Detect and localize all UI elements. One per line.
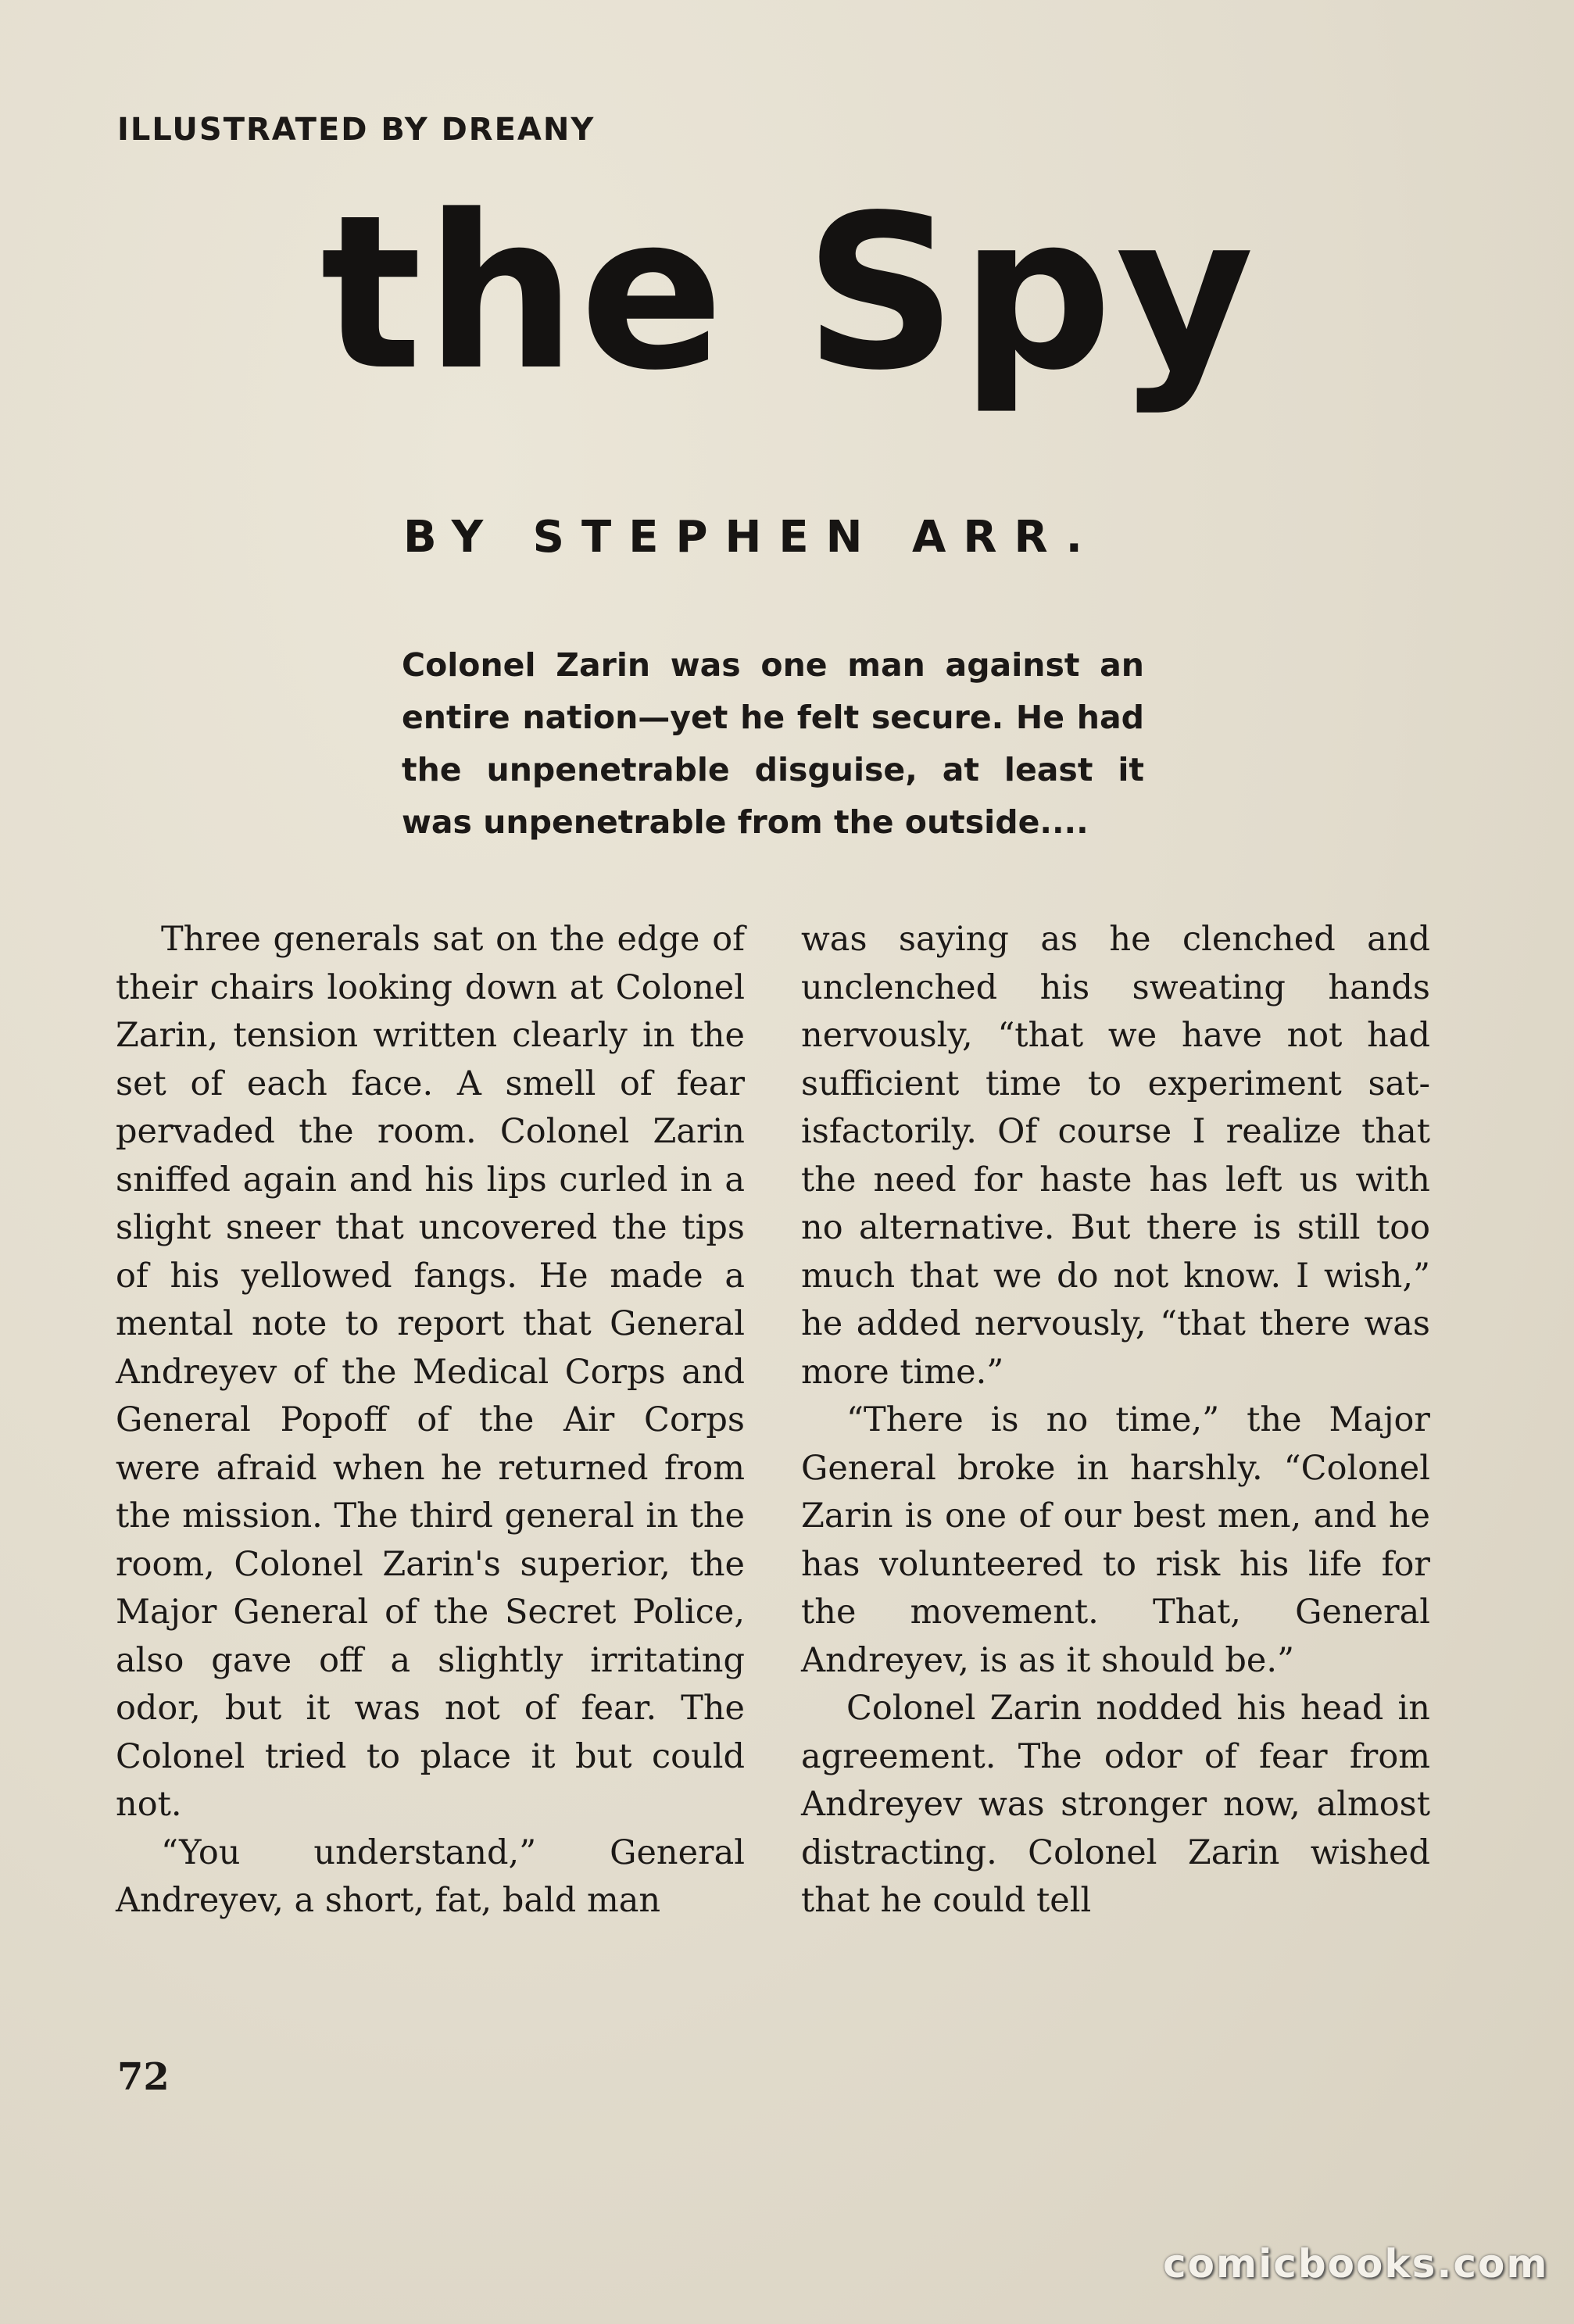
story-column-left xyxy=(116,916,745,1925)
story-paragraph: “There is no time,” the Major General broke in harshly. “Colonel Zarin is one of our best men, and he has volunteered to risk his life for the movement. That, General Andreyev, is as it should be.” xyxy=(801,1400,1430,1680)
page-number: 72 xyxy=(117,2055,170,2099)
illustrator-credit: ILLUSTRATED BY DREANY xyxy=(117,112,596,148)
author-byline: BY STEPHEN ARR. xyxy=(403,512,1100,563)
story-paragraph: “You understand,” General Andreyev, a short, fat, bald man xyxy=(116,1832,745,1920)
story-blurb: Colonel Zarin was one man against an entire nation—yet he felt secure. He had the unpenetrable disguise, at least it was unpenetrable from the outside.... xyxy=(402,646,1144,841)
site-watermark: comicbooks.com xyxy=(1163,2241,1549,2286)
story-title: the Spy xyxy=(320,170,1257,417)
story-paragraph: Three generals sat on the edge of their chairs looking down at Colonel Zarin, tension written clearly in the set of each face. A smell of fear pervaded the room. Colonel Zarin sniffed again and his lips curled in a slight sneer that uncovered the tips of his yellowed fangs. He made a mental note to report that General Andreyev of the Medical Corps and General Popoff of the Air Corps were afraid when he returned from the mission. The third general in the room, Colonel Zarin's superior, the Major General of the Secret Police, also gave off a slightly irritating odor, but it was not of fear. The Colonel tried to place it but could not. xyxy=(116,920,745,1824)
story-paragraph: Colonel Zarin nodded his head in agreement. The odor of fear from Andreyev was stronger now, almost distracting. Colonel Zarin wished that he could tell xyxy=(801,1689,1430,1920)
story-column-right xyxy=(801,916,1430,1925)
story-paragraph: was saying as he clenched and unclenched his sweating hands nervously, “that we have not had sufficient time to experiment satisfactorily. Of course I realize that the need for haste has left us with no alternative. But there is still too much that we do not know. I wish,” he added nervously, “that there was more time.” xyxy=(801,920,1430,1392)
